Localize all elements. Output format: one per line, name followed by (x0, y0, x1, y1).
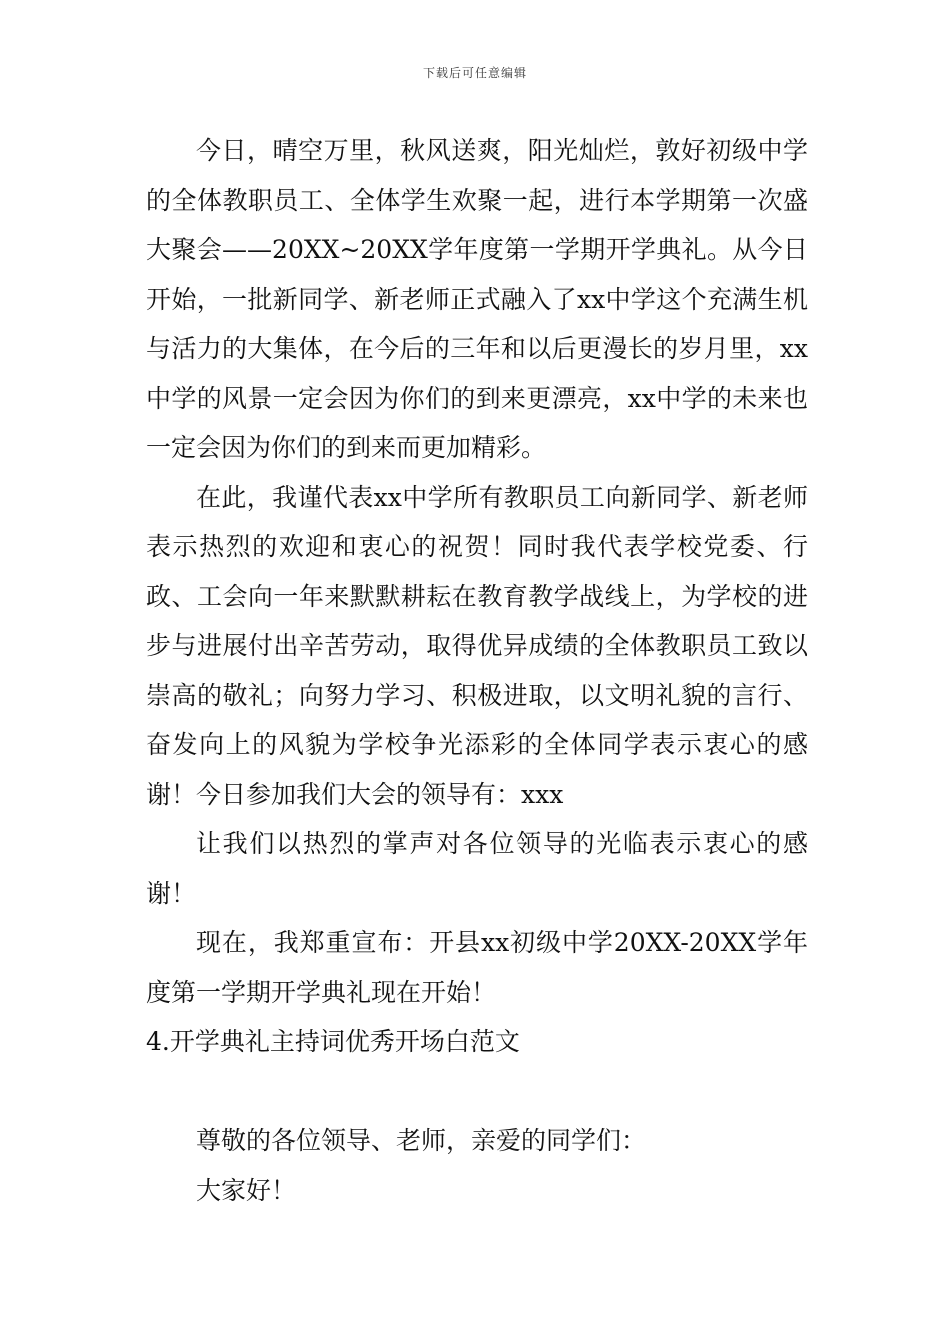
paragraph-welcome: 在此，我谨代表xx中学所有教职员工向新同学、新老师表示热烈的欢迎和衷心的祝贺！同时我代表学校党委、行政、工会向一年来默默耕耘在教育教学战线上，为学校的进步与进展付出辛苦劳动，取得优异成绩的全体教职员工致以崇高的敬礼；向努力学习、积极进取，以文明礼貌的言行、奋发向上的风貌为学校争光添彩的全体同学表示衷心的感谢！今日参加我们大会的领导有：xxx (146, 482, 808, 809)
greeting-line: 大家好！ (196, 1175, 297, 1205)
paragraph-opening: 今日，晴空万里，秋风送爽，阳光灿烂，敦好初级中学的全体教职员工、全体学生欢聚一起，进行本学期第一次盛大聚会——20XX~20XX学年度第一学期开学典礼。从今日开始，一批新同学、新老师正式融入了xx中学这个充满生机与活力的大集体，在今后的三年和以后更漫长的岁月里，xx中学的风景一定会因为你们的到来更漂亮，xx中学的未来也一定会因为你们的到来而更加精彩。 (146, 136, 808, 462)
paragraph-announcement: 现在，我郑重宣布：开县xx初级中学20XX-20XX学年度第一学期开学典礼现在开始！ (146, 928, 808, 1007)
salutation-line: 尊敬的各位领导、老师，亲爱的同学们： (196, 1126, 647, 1155)
section-heading: 4.开学典礼主持词优秀开场白范文 (146, 1027, 520, 1056)
page-header: 下载后可任意编辑 (422, 66, 527, 80)
blank-line (146, 1067, 808, 1117)
document-body (146, 126, 808, 1215)
paragraph-applause: 让我们以热烈的掌声对各位领导的光临表示衷心的感谢！ (146, 829, 808, 908)
